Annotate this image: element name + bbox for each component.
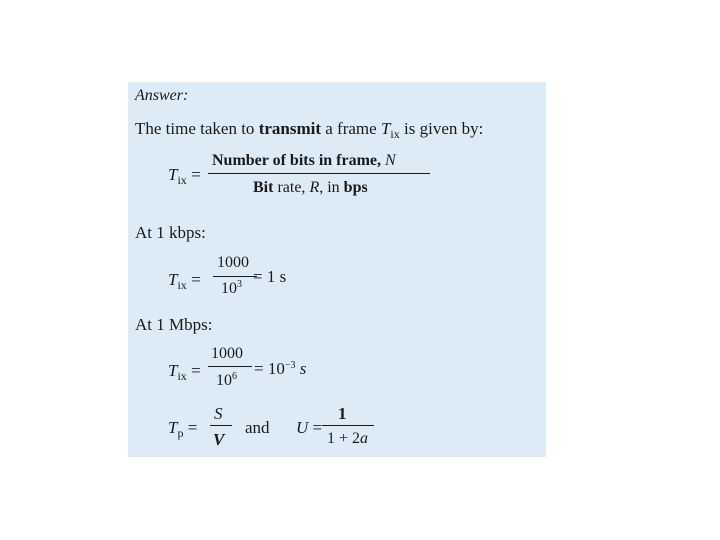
formula2-fraction-bar [213,276,257,277]
formula3-result-base: 10 [267,359,285,378]
formula3-denominator [216,373,237,389]
formula1-den-var: R, [309,179,324,196]
formula2-equals: = [191,270,201,289]
intro-bold: transmit [258,119,322,138]
formula3-result-exp: −3 [284,360,296,371]
formula2-lhs [168,270,201,292]
heading-kbps: At 1 kbps: [135,223,206,242]
formula4-lhs [168,418,198,440]
formula1-den-c: in [327,179,340,196]
formula3-result [254,360,306,377]
formula4-numerator: S [214,404,223,423]
formula3-numerator: 1000 [211,345,243,362]
formula3-lhs-sub: ix [177,369,187,383]
formula4-denominator: V [213,430,225,449]
formula1-num-a: Number of [212,152,286,169]
formula1-den-a: Bit [253,179,274,196]
formula1-lhs-sub: ix [177,173,187,187]
intro-middle: a frame [325,119,377,138]
formula3-fraction-bar [208,366,252,367]
formula4-u-equals: = [312,418,323,437]
intro-symbol: T [380,119,391,138]
formula2-result: = 1 s [253,267,287,286]
formula1-num-b: bits in frame, [289,152,382,169]
formula4-lhs-symbol: T [168,418,178,437]
formula3-lhs-symbol: T [168,361,178,380]
formula2-lhs-symbol: T [168,270,178,289]
formula1-denominator [253,180,368,196]
formula4-u-denominator [327,431,368,447]
formula3-den-exp: 6 [232,371,237,382]
formula4-equals: = [187,418,198,437]
formula2-den-base: 10 [221,280,237,297]
formula1-den-d: bps [343,179,368,196]
intro-line [135,119,484,141]
formula2-numerator: 1000 [217,254,249,271]
formula1-den-b: rate, [277,179,306,196]
intro-symbol-sub: ix [390,127,400,141]
formula4-u-den-var: a [360,430,369,447]
answer-label: Answer: [135,87,189,104]
heading-mbps: At 1 Mbps: [135,315,213,334]
formula1-lhs [168,165,201,187]
formula2-lhs-sub: ix [177,278,187,292]
formula1-num-var: N [385,152,396,169]
formula2-den-exp: 3 [237,279,242,290]
formula4-u-den-a: 1 + 2 [327,430,361,447]
formula3-result-eq: = [254,359,264,378]
formula4-u-symbol: U [296,418,309,437]
formula4-and: and [245,418,270,437]
formula4-u-fraction-bar [322,425,374,426]
formula1-lhs-symbol: T [168,165,178,184]
formula3-lhs [168,361,201,383]
formula4-fraction-bar [210,425,232,426]
intro-prefix: The time taken to [135,119,255,138]
intro-suffix: is given by: [404,119,484,138]
formula4-u-lhs [296,419,322,436]
formula4-lhs-sub: p [177,426,184,440]
formula1-fraction-bar [208,173,430,174]
formula3-result-unit: s [299,359,307,378]
formula1-numerator [212,153,396,169]
formula3-equals: = [191,361,201,380]
formula4-u-numerator: 1 [338,404,347,423]
formula2-denominator [221,281,242,297]
formula3-den-base: 10 [216,372,232,389]
formula1-equals: = [191,165,201,184]
